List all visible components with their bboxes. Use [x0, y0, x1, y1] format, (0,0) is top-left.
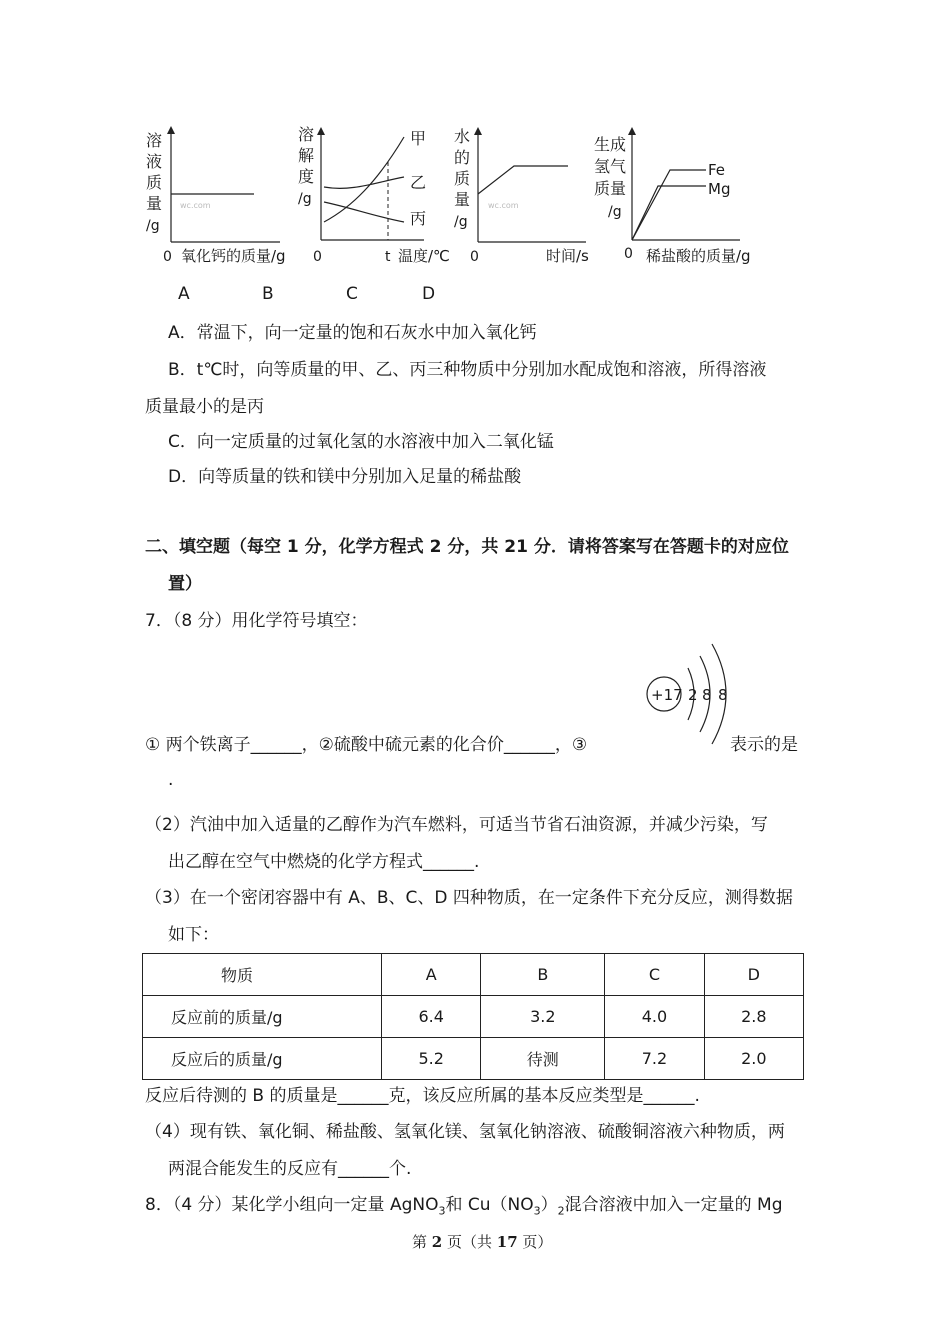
- chart-d-xlabel: 稀盐酸的质量/g: [646, 247, 751, 265]
- section-heading-line2: 置）: [168, 574, 202, 594]
- chart-d-series-mg: Mg: [708, 180, 731, 198]
- q8-sub-1: 3: [438, 1204, 446, 1218]
- chart-letter-a: A: [178, 284, 190, 304]
- footer-total-pages: 17: [496, 1233, 518, 1251]
- chart-a: [140, 122, 310, 272]
- footer-post: 页）: [517, 1233, 553, 1251]
- q7-part3-line1: （3）在一个密闭容器中有 A、B、C、D 四种物质，在一定条件下充分反应，测得数据: [145, 888, 793, 908]
- chart-c-line: [478, 166, 568, 194]
- chart-b-ylabel-3: /g: [298, 191, 312, 207]
- table-cell: 反应前的质量/g: [143, 996, 382, 1038]
- q7-title: 7．（8 分）用化学符号填空：: [145, 611, 368, 631]
- chart-b-ylabel-2: 度: [298, 167, 315, 186]
- table-cell: A: [382, 954, 481, 996]
- chart-b-series-bing: 丙: [410, 209, 427, 228]
- table-cell: 2.8: [704, 996, 803, 1038]
- chart-b-ylabel-0: 溶: [298, 125, 315, 144]
- chart-b-y-arrow: [317, 127, 325, 135]
- chart-a-ylabel-0: 溶: [146, 131, 163, 150]
- chart-d-ylabel-1: 氢气: [594, 157, 627, 176]
- chart-c-ylabel-3: 量: [454, 190, 471, 209]
- chart-b-series-yi: 乙: [410, 173, 427, 192]
- atom-structure-diagram: [640, 636, 740, 756]
- q8-text-pre: 8．（4 分）某化学小组向一定量 AgNO: [145, 1195, 439, 1215]
- q7-part2-line2: 出乙醇在空气中燃烧的化学方程式______.: [168, 852, 480, 872]
- chart-d-ylabel-3: /g: [608, 204, 622, 220]
- table-row: [143, 1038, 804, 1080]
- chart-b-curve-bing: [324, 202, 404, 222]
- chart-b-ylabel-1: 解: [298, 146, 315, 165]
- q8-sub-2: 3: [533, 1204, 541, 1218]
- option-c: C．向一定质量的过氧化氢的水溶液中加入二氧化锰: [168, 432, 554, 452]
- q8-line: [145, 1190, 783, 1217]
- table-cell: 反应后的质量/g: [143, 1038, 382, 1080]
- chart-d-origin: 0: [624, 246, 633, 262]
- table-cell: C: [605, 954, 704, 996]
- chart-d-ylabel-0: 生成: [594, 135, 627, 154]
- chart-c-origin: 0: [470, 249, 479, 265]
- chart-a-y-arrow: [167, 126, 175, 134]
- chart-a-ylabel-4: /g: [146, 218, 160, 234]
- q7-part1-period: .: [168, 770, 174, 790]
- chart-a-xlabel: 氧化钙的质量/g: [181, 247, 286, 265]
- chart-c-watermark: wc.com: [488, 201, 519, 210]
- chart-a-ylabel-3: 量: [146, 194, 163, 213]
- q8-text-mid: 和 Cu（NO: [445, 1195, 534, 1215]
- table-cell: 7.2: [605, 1038, 704, 1080]
- chart-d-y-arrow: [628, 127, 636, 135]
- chart-a-watermark: wc.com: [180, 201, 211, 210]
- chart-b-xlabel: 温度/℃: [398, 247, 450, 265]
- chart-d-line-mg: [632, 186, 706, 240]
- chart-b-tick-t: t: [385, 249, 391, 265]
- table-cell: 2.0: [704, 1038, 803, 1080]
- table-cell: 6.4: [382, 996, 481, 1038]
- q7-part3-line2: 如下：: [168, 925, 219, 945]
- chart-letter-c: C: [346, 284, 358, 304]
- q8-text-end: 混合溶液中加入一定量的 Mg: [564, 1195, 783, 1215]
- chart-c-ylabel-2: 质: [454, 169, 471, 188]
- chart-d-ylabel-2: 质量: [594, 179, 627, 198]
- table-row: [143, 954, 804, 996]
- chart-c-ylabel-1: 的: [454, 148, 471, 167]
- chart-b-series-jia: 甲: [410, 129, 427, 148]
- atom-shell-3-count: 8: [718, 686, 728, 704]
- chart-c-xlabel: 时间/s: [546, 247, 589, 265]
- chart-b-curve-yi: [324, 177, 404, 188]
- table-row: [143, 996, 804, 1038]
- chart-d: [590, 122, 770, 272]
- q7-part1: ① 两个铁离子______，②硫酸中硫元素的化合价______，③: [145, 735, 588, 755]
- footer-pre: 第: [412, 1233, 432, 1251]
- option-a: A．常温下，向一定量的饱和石灰水中加入氧化钙: [168, 323, 537, 343]
- chart-letter-b: B: [262, 284, 274, 304]
- q7-after-table: 反应后待测的 B 的质量是______克，该反应所属的基本反应类型是______.: [145, 1086, 700, 1106]
- atom-nucleus-label: +17: [651, 686, 683, 704]
- chart-c-ylabel-4: /g: [454, 214, 468, 230]
- table-cell: 物质: [143, 954, 382, 996]
- table-cell: B: [481, 954, 605, 996]
- chart-a-ylabel-1: 液: [146, 152, 163, 171]
- q7-part4-line2: 两混合能发生的反应有______个.: [168, 1159, 412, 1179]
- chart-letter-d: D: [422, 284, 436, 304]
- chart-c-y-arrow: [474, 127, 482, 135]
- option-b-line1: B．t℃时，向等质量的甲、乙、丙三种物质中分别加水配成饱和溶液，所得溶液: [168, 360, 767, 380]
- q7-part4-line1: （4）现有铁、氧化铜、稀盐酸、氢氧化镁、氢氧化钠溶液、硫酸铜溶液六种物质，两: [145, 1122, 785, 1142]
- q8-text-post: ）: [540, 1195, 558, 1215]
- chart-a-origin: 0: [163, 249, 172, 265]
- atom-shell-2-count: 8: [702, 686, 712, 704]
- option-b-line2: 质量最小的是丙: [145, 397, 264, 417]
- table-cell: 待测: [481, 1038, 605, 1080]
- footer-mid: 页（共: [442, 1233, 497, 1251]
- chart-c-ylabel-0: 水: [454, 127, 471, 146]
- atom-shell-1-count: 2: [688, 686, 698, 704]
- chart-b-origin: 0: [313, 249, 322, 265]
- table-cell: 5.2: [382, 1038, 481, 1080]
- mass-data-table: [142, 953, 804, 1080]
- page-footer: [412, 1231, 552, 1252]
- table-cell: D: [704, 954, 803, 996]
- chart-d-line-fe: [632, 170, 706, 240]
- chart-a-ylabel-2: 质: [146, 173, 163, 192]
- chart-d-series-fe: Fe: [708, 161, 726, 179]
- q8-sub-3: 2: [557, 1204, 565, 1218]
- table-cell: 3.2: [481, 996, 605, 1038]
- option-d: D．向等质量的铁和镁中分别加入足量的稀盐酸: [168, 467, 522, 487]
- section-heading-line1: 二、填空题（每空 1 分，化学方程式 2 分，共 21 分．请将答案写在答题卡的对应位: [145, 537, 789, 557]
- footer-page-number: 2: [431, 1233, 443, 1251]
- chart-c: [448, 122, 608, 272]
- table-cell: 4.0: [605, 996, 704, 1038]
- q7-part1-tail: 表示的是: [730, 735, 798, 755]
- q7-part2-line1: （2）汽油中加入适量的乙醇作为汽车燃料，可适当节省石油资源，并减少污染，写: [145, 815, 768, 835]
- chart-b: [292, 122, 462, 272]
